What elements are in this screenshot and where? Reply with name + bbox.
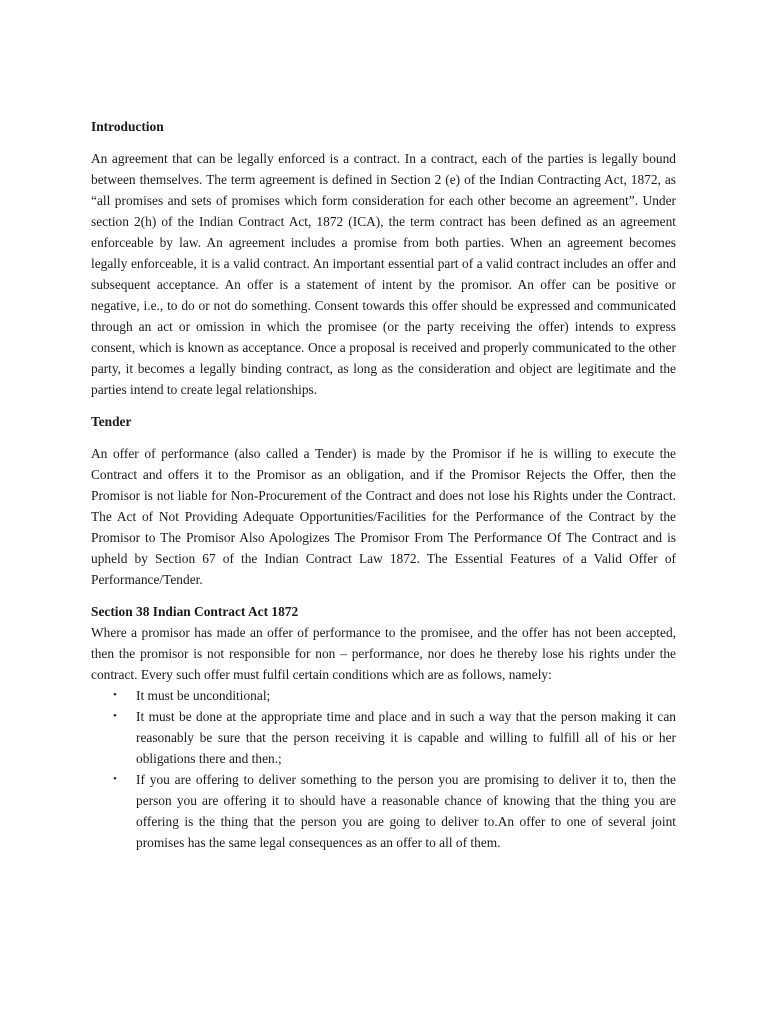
list-item [91, 769, 676, 853]
section-38-paragraph: Where a promisor has made an offer of performance to the promisee, and the offer has not been accepted, then the promisor is not responsible for non – performance, nor does he thereby lose his rights under the contract. Every such offer must fulfil certain conditions which are as follows, namely: [91, 625, 676, 682]
bullet-icon: • [113, 773, 117, 785]
introduction-paragraph: An agreement that can be legally enforced is a contract. In a contract, each of the parties is legally bound between themselves. The term agreement is defined in Section 2 (e) of the Indian Contracting Act, 1872, as “all promises and sets of promises which form consideration for each other become an agreement”. Under section 2(h) of the Indian Contract Act, 1872 (ICA), the term contract has been defined as an agreement enforceable by law. An agreement includes a promise from both parties. When an agreement becomes legally enforceable, it is a valid contract. An important essential part of a valid contract includes an offer and subsequent acceptance. An offer is a statement of intent by the promisor. An offer can be positive or negative, i.e., to do or not do something. Consent towards this offer should be expressed and communicated through an act or omission in which the promisee (or the party receiving the offer) intends to express consent, which is known as acceptance. Once a proposal is received and properly communicated to the other party, it becomes a legally binding contract, as long as the consideration and object are legitimate and the parties intend to create legal relationships. [91, 151, 676, 397]
tender-paragraph: An offer of performance (also called a Tender) is made by the Promisor if he is willing to execute the Contract and offers it to the Promisor as an obligation, and if the Promisor Rejects the Offer, then the Promisor is not liable for Non-Procurement of the Contract and does not lose his Rights under the Contract. The Act of Not Providing Adequate Opportunities/Facilities for the Performance of the Contract by the Promisor to The Promisor Also Apologizes The Promisor From The Performance Of The Contract and is upheld by Section 67 of the Indian Contract Law 1872. The Essential Features of a Valid Offer of Performance/Tender. [91, 446, 676, 587]
section-38-heading: Section 38 Indian Contract Act 1872 [91, 604, 299, 619]
list-item-text: It must be done at the appropriate time and place and in such a way that the person making it can reasonably be sure that the person receiving it is capable and willing to fulfill all of his or her obligations there and then.; [136, 709, 676, 766]
bullet-icon: • [113, 689, 117, 701]
introduction-heading: Introduction [91, 119, 164, 134]
list-item-text: It must be unconditional; [136, 688, 271, 703]
list-item [91, 685, 676, 706]
conditions-list [91, 685, 676, 853]
tender-heading: Tender [91, 414, 132, 429]
list-item [91, 706, 676, 769]
bullet-icon: • [113, 710, 117, 722]
list-item-text: If you are offering to deliver something to the person you are promising to deliver it to, then the person you are offering it to should have a reasonable chance of knowing that the thing you are offering is the thing that the person you are going to deliver to.An offer to one of several joint promises has the same legal consequences as an offer to all of them. [136, 772, 676, 850]
